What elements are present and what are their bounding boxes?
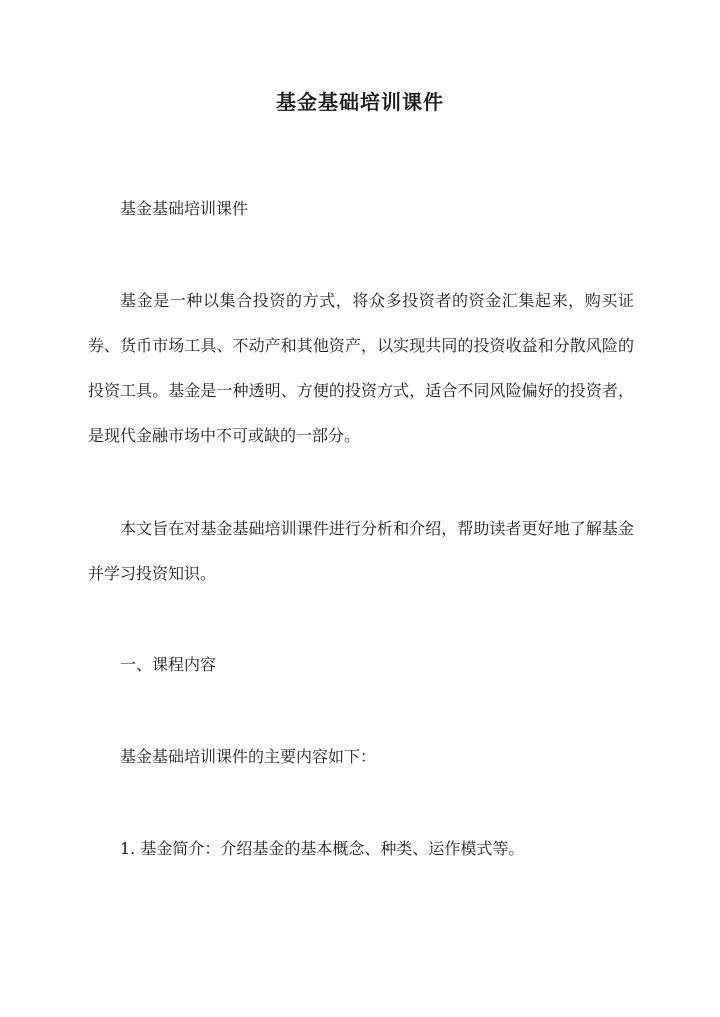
- content-intro-paragraph: 基金基础培训课件的主要内容如下：: [120, 747, 377, 766]
- subtitle-paragraph: 基金基础培训课件: [120, 199, 249, 218]
- aim-paragraph: 本文旨在对基金基础培训课件进行分析和介绍，帮助读者更好地了解基金并学习投资知识。: [88, 519, 634, 583]
- intro-paragraph: 基金是一种以集合投资的方式，将众多投资者的资金汇集起来，购买证券、货币市场工具、不动产和其他资产，以实现共同的投资收益和分散风险的投资工具。基金是一种透明、方便的投资方式，适合不同风险偏好的投资者，是现代金融市场中不可或缺的一部分。: [88, 291, 634, 445]
- document-title: 基金基础培训课件: [276, 90, 444, 114]
- list-item: 1. 基金简介：介绍基金的基本概念、种类、运作模式等。: [120, 839, 525, 858]
- section-heading: 一、课程内容: [120, 655, 217, 674]
